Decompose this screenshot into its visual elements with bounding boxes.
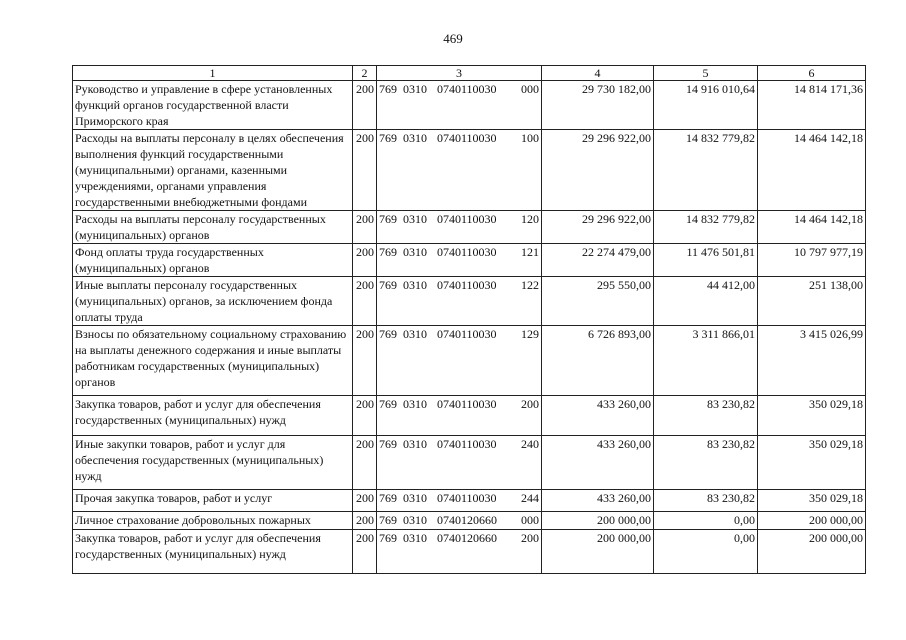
row-code: 200	[353, 326, 377, 396]
row-classification	[377, 530, 542, 574]
row-section: 0310	[403, 397, 427, 411]
row-ved: 769	[379, 513, 397, 527]
row-expense-type: 000	[521, 82, 539, 96]
row-section: 0310	[403, 491, 427, 505]
row-amount-col5: 3 311 866,01	[654, 326, 758, 396]
row-ved: 769	[379, 82, 397, 96]
row-name: Расходы на выплаты персоналу в целях обеспечения выполнения функций государственными (муниципальными) органами, казенными учреждениями, органами управления государственными внебюджетными фондами	[73, 130, 353, 211]
row-expense-type: 100	[521, 131, 539, 145]
row-name: Руководство и управление в сфере установленных функций органов государственной власти Приморского края	[73, 81, 353, 130]
row-amount-col4: 29 730 182,00	[542, 81, 654, 130]
row-classification	[377, 326, 542, 396]
header-col-2: 2	[353, 66, 377, 81]
row-target-article: 0740110030	[437, 327, 497, 341]
row-target-article: 0740120660	[437, 513, 497, 527]
row-ved: 769	[379, 131, 397, 145]
row-code: 200	[353, 530, 377, 574]
header-row	[73, 66, 866, 81]
table-row	[73, 244, 866, 277]
row-expense-type: 122	[521, 278, 539, 292]
row-ved: 769	[379, 437, 397, 451]
row-name: Закупка товаров, работ и услуг для обеспечения государственных (муниципальных) нужд	[73, 396, 353, 436]
row-code: 200	[353, 130, 377, 211]
row-target-article: 0740110030	[437, 397, 497, 411]
row-amount-col5: 83 230,82	[654, 436, 758, 490]
row-amount-col4: 29 296 922,00	[542, 211, 654, 244]
row-code: 200	[353, 512, 377, 530]
row-name: Фонд оплаты труда государственных (муниципальных) органов	[73, 244, 353, 277]
row-amount-col5: 44 412,00	[654, 277, 758, 326]
row-target-article: 0740110030	[437, 212, 497, 226]
row-amount-col6: 200 000,00	[758, 512, 866, 530]
row-amount-col5: 83 230,82	[654, 490, 758, 512]
header-col-1: 1	[73, 66, 353, 81]
row-name: Закупка товаров, работ и услуг для обеспечения государственных (муниципальных) нужд	[73, 530, 353, 574]
row-expense-type: 200	[521, 397, 539, 411]
row-section: 0310	[403, 327, 427, 341]
row-amount-col4: 29 296 922,00	[542, 130, 654, 211]
row-section: 0310	[403, 212, 427, 226]
row-target-article: 0740110030	[437, 437, 497, 451]
row-amount-col6: 14 814 171,36	[758, 81, 866, 130]
row-expense-type: 240	[521, 437, 539, 451]
row-expense-type: 120	[521, 212, 539, 226]
row-classification	[377, 436, 542, 490]
table-row	[73, 512, 866, 530]
row-expense-type: 200	[521, 531, 539, 545]
row-amount-col6: 251 138,00	[758, 277, 866, 326]
row-ved: 769	[379, 531, 397, 545]
row-target-article: 0740120660	[437, 531, 497, 545]
row-expense-type: 129	[521, 327, 539, 341]
row-name: Прочая закупка товаров, работ и услуг	[73, 490, 353, 512]
table-row	[73, 81, 866, 130]
row-target-article: 0740110030	[437, 82, 497, 96]
row-section: 0310	[403, 437, 427, 451]
row-amount-col6: 350 029,18	[758, 436, 866, 490]
row-amount-col6: 10 797 977,19	[758, 244, 866, 277]
row-name: Личное страхование добровольных пожарных	[73, 512, 353, 530]
row-target-article: 0740110030	[437, 278, 497, 292]
row-amount-col6: 3 415 026,99	[758, 326, 866, 396]
row-amount-col4: 433 260,00	[542, 436, 654, 490]
row-ved: 769	[379, 212, 397, 226]
row-amount-col6: 14 464 142,18	[758, 211, 866, 244]
row-section: 0310	[403, 278, 427, 292]
row-ved: 769	[379, 397, 397, 411]
table-row	[73, 277, 866, 326]
row-amount-col5: 11 476 501,81	[654, 244, 758, 277]
table-row	[73, 396, 866, 436]
row-ved: 769	[379, 491, 397, 505]
row-expense-type: 121	[521, 245, 539, 259]
row-section: 0310	[403, 131, 427, 145]
row-amount-col6: 14 464 142,18	[758, 130, 866, 211]
table-row	[73, 530, 866, 574]
row-classification	[377, 211, 542, 244]
header-col-4: 4	[542, 66, 654, 81]
row-amount-col4: 6 726 893,00	[542, 326, 654, 396]
row-amount-col4: 433 260,00	[542, 396, 654, 436]
header-col-3: 3	[377, 66, 542, 81]
row-name: Взносы по обязательному социальному страхованию на выплаты денежного содержания и иные выплаты работникам государственных (муниципальных) органов	[73, 326, 353, 396]
row-amount-col5: 14 832 779,82	[654, 211, 758, 244]
budget-table	[72, 65, 866, 574]
table-row	[73, 211, 866, 244]
header-col-6: 6	[758, 66, 866, 81]
row-section: 0310	[403, 531, 427, 545]
header-col-5: 5	[654, 66, 758, 81]
row-code: 200	[353, 490, 377, 512]
row-expense-type: 244	[521, 491, 539, 505]
row-amount-col6: 350 029,18	[758, 396, 866, 436]
row-classification	[377, 130, 542, 211]
row-code: 200	[353, 244, 377, 277]
row-code: 200	[353, 396, 377, 436]
row-target-article: 0740110030	[437, 245, 497, 259]
row-amount-col4: 22 274 479,00	[542, 244, 654, 277]
row-name: Расходы на выплаты персоналу государственных (муниципальных) органов	[73, 211, 353, 244]
row-amount-col5: 14 916 010,64	[654, 81, 758, 130]
row-amount-col4: 200 000,00	[542, 512, 654, 530]
table-row	[73, 436, 866, 490]
page-number: 469	[443, 31, 463, 46]
table-row	[73, 130, 866, 211]
table-row	[73, 326, 866, 396]
row-target-article: 0740110030	[437, 131, 497, 145]
row-classification	[377, 81, 542, 130]
row-code: 200	[353, 436, 377, 490]
row-ved: 769	[379, 327, 397, 341]
row-target-article: 0740110030	[437, 491, 497, 505]
row-expense-type: 000	[521, 513, 539, 527]
row-section: 0310	[403, 82, 427, 96]
row-amount-col6: 350 029,18	[758, 490, 866, 512]
row-classification	[377, 277, 542, 326]
row-section: 0310	[403, 245, 427, 259]
row-amount-col5: 0,00	[654, 530, 758, 574]
row-amount-col6: 200 000,00	[758, 530, 866, 574]
row-amount-col4: 200 000,00	[542, 530, 654, 574]
row-classification	[377, 490, 542, 512]
row-code: 200	[353, 277, 377, 326]
row-amount-col5: 83 230,82	[654, 396, 758, 436]
row-ved: 769	[379, 278, 397, 292]
row-amount-col5: 0,00	[654, 512, 758, 530]
row-code: 200	[353, 81, 377, 130]
row-ved: 769	[379, 245, 397, 259]
row-amount-col4: 295 550,00	[542, 277, 654, 326]
row-classification	[377, 512, 542, 530]
row-name: Иные закупки товаров, работ и услуг для обеспечения государственных (муниципальных) нужд	[73, 436, 353, 490]
row-amount-col5: 14 832 779,82	[654, 130, 758, 211]
row-name: Иные выплаты персоналу государственных (муниципальных) органов, за исключением фонда оплаты труда	[73, 277, 353, 326]
table-row	[73, 490, 866, 512]
row-classification	[377, 396, 542, 436]
row-code: 200	[353, 211, 377, 244]
row-classification	[377, 244, 542, 277]
row-amount-col4: 433 260,00	[542, 490, 654, 512]
row-section: 0310	[403, 513, 427, 527]
